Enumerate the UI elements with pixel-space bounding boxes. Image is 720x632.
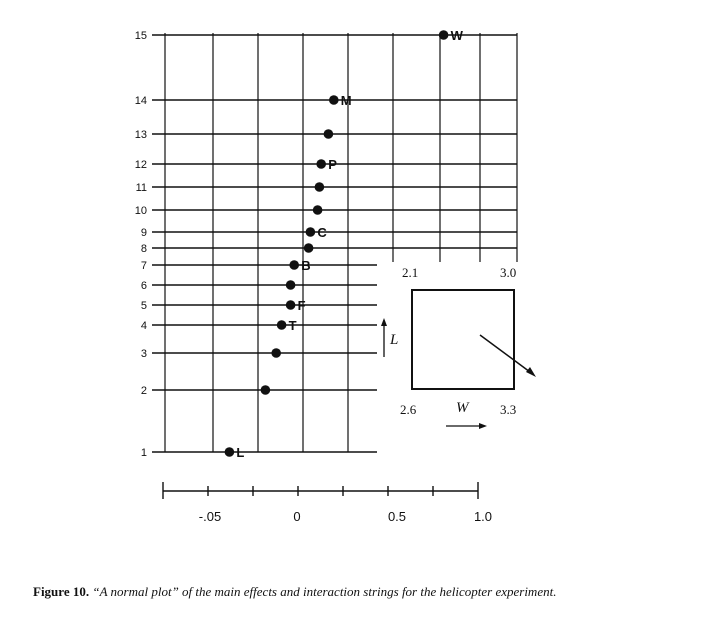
y-tick-label: 12 xyxy=(134,159,147,171)
inset-y-axis-label: L xyxy=(390,332,399,348)
data-point-label: T xyxy=(288,318,297,333)
y-tick-label: 6 xyxy=(140,280,147,292)
inset-bottom-right-label: 3.3 xyxy=(500,402,517,417)
data-point xyxy=(439,30,449,40)
y-tick-label: 13 xyxy=(134,129,147,141)
data-points xyxy=(225,28,464,460)
data-point xyxy=(313,205,323,215)
x-tick-label: 0 xyxy=(293,509,301,524)
data-point xyxy=(306,227,316,237)
inset-up-arrow xyxy=(381,318,387,357)
y-tick-label: 7 xyxy=(140,260,147,272)
inset-bottom-left-label: 2.6 xyxy=(400,402,417,417)
data-point-label: C xyxy=(317,225,327,240)
data-point xyxy=(304,243,314,253)
y-tick-label: 1 xyxy=(140,447,147,459)
inset-square xyxy=(412,290,514,389)
data-point-label: P xyxy=(328,157,337,172)
y-tick-label: 10 xyxy=(134,205,147,217)
data-point-label: L xyxy=(236,445,245,460)
data-point xyxy=(315,182,325,192)
caption-text: “A normal plot” of the main effects and interaction strings for the helicopter experiment. xyxy=(92,584,557,599)
data-point xyxy=(286,280,296,290)
inset-top-right-label: 3.0 xyxy=(500,265,517,280)
y-tick-label: 14 xyxy=(134,95,147,107)
data-point-label: W xyxy=(450,28,463,43)
y-tick-label: 5 xyxy=(140,300,147,312)
data-point-label: B xyxy=(301,258,311,273)
data-point xyxy=(324,129,334,139)
data-point xyxy=(261,385,271,395)
data-point xyxy=(277,320,287,330)
y-tick-labels xyxy=(135,30,147,459)
caption-label: Figure 10. xyxy=(33,584,90,599)
y-tick-label: 9 xyxy=(140,227,147,239)
data-point-label: F xyxy=(297,298,306,313)
data-point xyxy=(289,260,299,270)
y-tick-label: 8 xyxy=(140,243,147,255)
y-tick-label: 4 xyxy=(140,320,147,332)
inset-cube-diagram xyxy=(381,265,536,429)
data-point xyxy=(316,159,326,169)
y-tick-label: 15 xyxy=(134,30,147,42)
inset-diagonal-arrow xyxy=(480,335,536,377)
data-point xyxy=(286,300,296,310)
x-tick-label: 1.0 xyxy=(473,509,493,524)
figure-caption xyxy=(33,584,713,600)
data-point xyxy=(329,95,339,105)
inset-top-left-label: 2.1 xyxy=(402,265,419,280)
y-tick-label: 3 xyxy=(140,348,147,360)
data-point xyxy=(271,348,281,358)
inset-x-axis-label: W xyxy=(456,400,469,416)
y-tick-label: 2 xyxy=(140,385,147,397)
y-tick-label: 11 xyxy=(135,182,147,194)
x-tick-label: -.05 xyxy=(198,509,222,524)
data-point xyxy=(225,447,235,457)
inset-right-arrow xyxy=(446,423,487,429)
data-point-label: M xyxy=(340,93,352,108)
x-tick-label: 0.5 xyxy=(387,509,407,524)
x-axis xyxy=(163,482,492,524)
